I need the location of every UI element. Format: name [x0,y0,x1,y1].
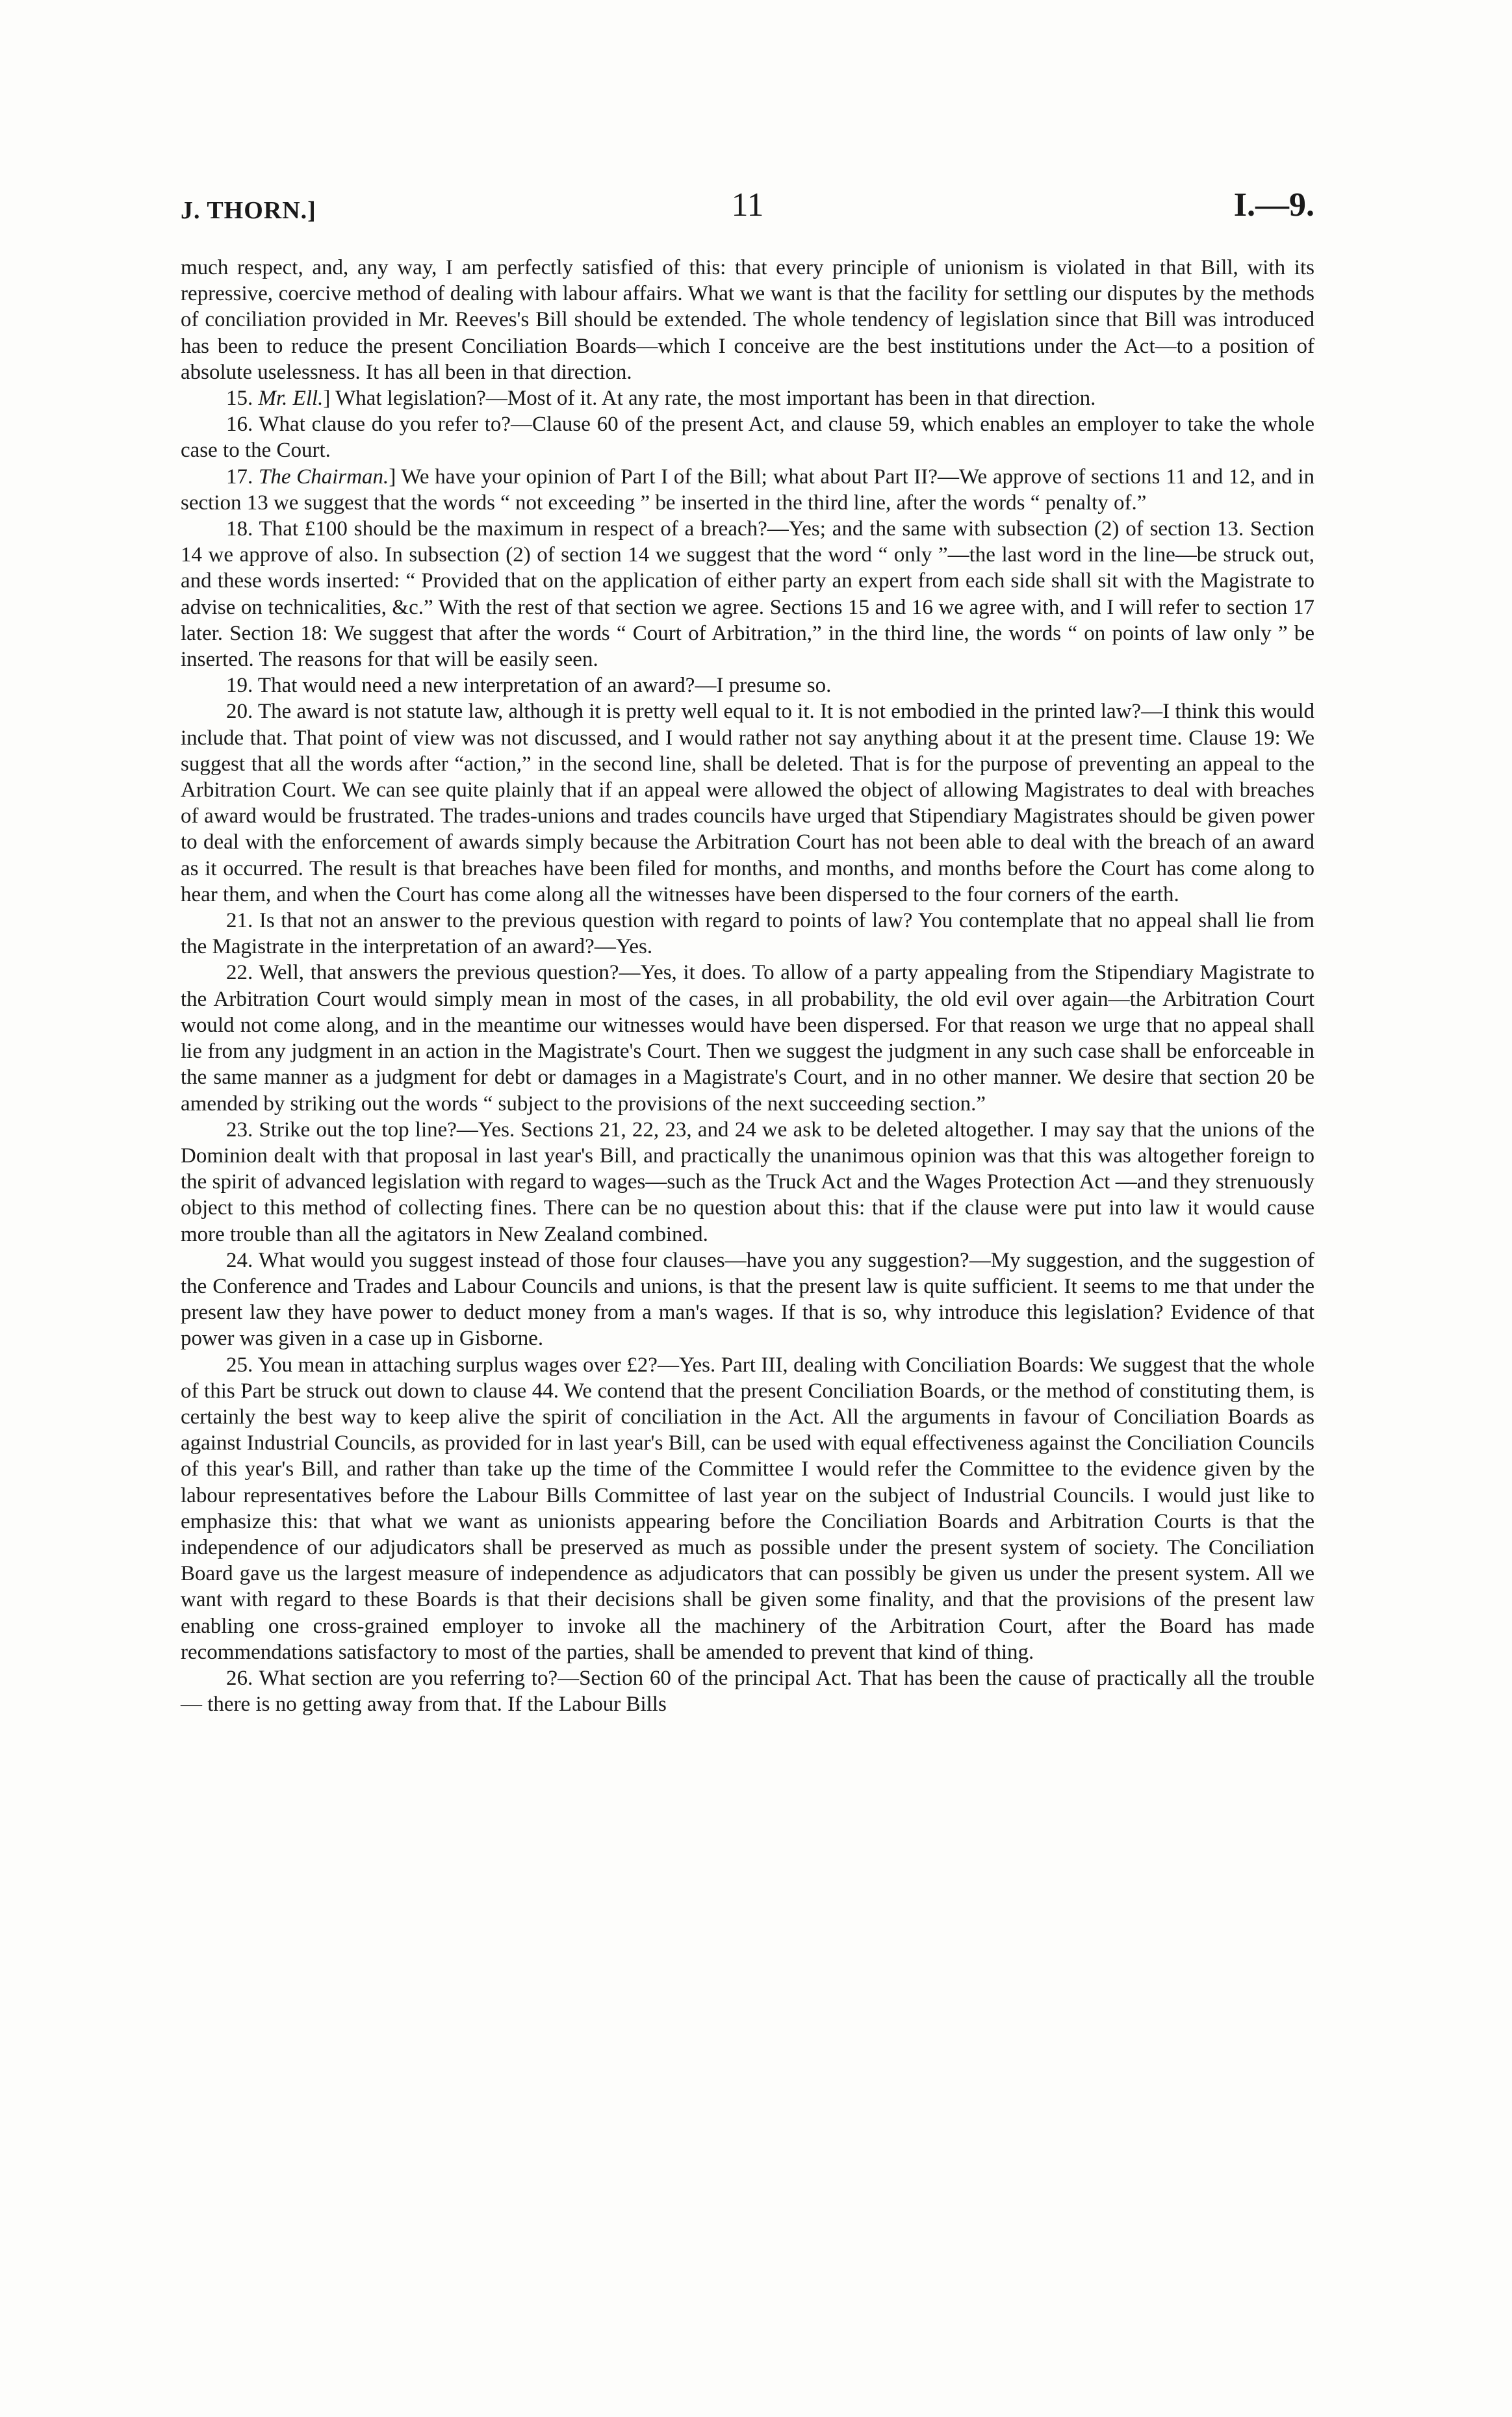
paragraph-text: What section are you referring to?—Section 60 of the principal Act. That has been the cause of practically all the trouble — there is no getting away from that. If the Labour Bills [181,1666,1315,1717]
document-reference: I.—9. [1233,186,1314,224]
question-number: 25. [226,1353,258,1377]
speaker-name: Mr. Ell. [258,387,324,411]
witness-name: J. THORN.] [181,197,316,224]
paragraph [181,255,1314,385]
paragraph-text: Well, that answers the previous question?—Yes, it does. To allow of a party appealing from the Stipendiary Magistrate to the Arbitration Court would simply mean in most of the cases, in all probability, the old evil over again—the Arbitration Court would not come along, and in the meantime our witnesses would have been dispersed. For that reason we urge that no appeal shall lie from any judgment in an action in the Magistrate's Court. Then we suggest the judgment in any such case shall be enforceable in the same manner as a judgment for debt or damages in a Magistrate's Court, and in no other manner. We desire that section 20 be amended by striking out the words “ subject to the provisions of the next succeeding section.” [181,961,1314,1116]
paragraph [181,1352,1314,1665]
paragraph-text: Strike out the top line?—Yes. Sections 21, 22, 23, and 24 we ask to be deleted altogether. I may say that the unions of the Dominion dealt with that proposal in last year's Bill, and practically the unanimous opinion was that this was altogether foreign to the spirit of advanced legislation with regard to wages—such as the Truck Act and the Wages Protection Act —and they strenuously object to this method of collecting fines. There can be no question about this: that if the clause were put into law it would cause more trouble than all the agitators in New Zealand combined. [181,1118,1315,1246]
question-number: 15. [226,387,259,411]
question-number: 24. [226,1248,259,1272]
paragraph-text: You mean in attaching surplus wages over £2?—Yes. Part III, dealing with Conciliation Boards: We suggest that the whole of this Part be struck out down to clause 44. We contend that the present Conciliation Boards, or the method of constituting them, is certainly the best way to keep alive the spirit of conciliation in the Act. All the arguments in favour of Conciliation Boards as against Industrial Councils, as provided for in last year's Bill, can be used with equal effectiveness against the Conciliation Councils of this year's Bill, and rather than take up the time of the Committee I would refer the Committee to the evidence given by the labour representatives before the Labour Bills Committee of last year on the subject of Industrial Councils. I would just like to emphasize this: that what we want as unionists appearing before the Conciliation Boards and Arbitration Courts is that the independence of our adjudicators shall be preserved as much as possible under the present system of society. The Conciliation Board gave us the largest measure of independence as adjudicators that can possibly be given us under the present system. All we want with regard to these Boards is that their decisions shall be given some finality, and that the provisions of the present law enabling one cross-grained employer to invoke all the machinery of the Arbitration Court, after the Board has made recommendations satisfactory to most of the parties, shall be amended to prevent that kind of thing. [181,1353,1314,1664]
paragraph-text: ] What legislation?—Most of it. At any rate, the most important has been in that direction. [323,387,1096,411]
paragraph [181,464,1314,516]
paragraph-text: What clause do you refer to?—Clause 60 of the present Act, and clause 59, which enables an employer to take the whole case to the Court. [181,413,1314,463]
paragraph [181,1665,1314,1717]
page-header [181,181,1314,226]
paragraph [181,1247,1314,1352]
paragraph-text: That would need a new interpretation of an award?—I presume so. [257,674,832,698]
paragraph [181,411,1314,463]
paragraph [181,698,1314,908]
paragraph [181,1117,1314,1247]
question-number: 23. [226,1118,259,1142]
page-number: 11 [731,186,764,224]
paragraph-text: much respect, and, any way, I am perfectly satisfied of this: that every principle of unionism is violated in that Bill, with its repressive, coercive method of dealing with labour affairs. What we want is that the facility for settling our disputes by the methods of conciliation provided in Mr. Reeves's Bill should be extended. The whole tendency of legislation since that Bill was introduced has been to reduce the present Conciliation Boards—which I conceive are the best institutions under the Act—to a position of absolute uselessness. It has all been in that direction. [181,256,1314,384]
paragraph-text: ] We have your opinion of Part I of the Bill; what about Part II?—We approve of sections 11 and 12, and in section 13 we suggest that the words “ not exceeding ” be inserted in the third line, after the words “ penalty of.” [181,465,1315,515]
paragraph-text: What would you suggest instead of those four clauses—have you any suggestion?—My suggestion, and the suggestion of the Conference and Trades and Labour Councils and unions, is that the present law is quite sufficient. It seems to me that under the present law they have power to deduct money from a man's wages. If that is so, why introduce this legislation? Evidence of that power was given in a case up in Gisborne. [181,1248,1315,1351]
paragraph [181,908,1314,960]
question-number: 17. [226,465,259,489]
question-number: 16. [226,413,259,437]
speaker-name: The Chairman. [258,465,389,489]
paragraph [181,672,1314,698]
body-text [181,255,1314,1717]
question-number: 18. [226,517,259,541]
question-number: 20. [226,700,258,724]
paragraph-text: Is that not an answer to the previous question with regard to points of law? You contemplate that no appeal shall lie from the Magistrate in the interpretation of an award?—Yes. [181,909,1315,959]
question-number: 21. [226,909,259,933]
paragraph [181,385,1314,411]
paragraph-text: That £100 should be the maximum in respect of a breach?—Yes; and the same with subsection (2) of section 13. Section 14 we approve of also. In subsection (2) of section 14 we suggest that the word “ only ”—the last word in the line—be struck out, and these words inserted: “ Provided that on the application of either party an expert from each side shall sit with the Magistrate to advise on technicalities, &c.” With the rest of that section we agree. Sections 15 and 16 we agree with, and I will refer to section 17 later. Section 18: We suggest that after the words “ Court of Arbitration,” in the third line, the words “ on points of law only ” be inserted. The reasons for that will be easily seen. [181,517,1315,672]
question-number: 26. [226,1666,259,1690]
paragraph-text: The award is not statute law, although it is pretty well equal to it. It is not embodied in the printed law?—I think this would include that. That point of view was not discussed, and I would rather not say anything about it at the present time. Clause 19: We suggest that all the words after “action,” in the second line, shall be deleted. That is for the purpose of preventing an appeal to the Arbitration Court. We can see quite plainly that if an appeal were allowed the object of allowing Magistrates to deal with breaches of award would be frustrated. The trades-unions and trades councils have urged that Stipendiary Magistrates should be given power to deal with the enforcement of awards simply because the Arbitration Court has not been able to deal with the breach of an award as it occurred. The result is that breaches have been filed for months, and months, and months before the Court has come along to hear them, and when the Court has come along all the witnesses have been dispersed to the four corners of the earth. [181,700,1315,906]
question-number: 19. [226,674,258,698]
question-number: 22. [226,961,259,985]
paragraph [181,960,1314,1116]
paragraph [181,516,1314,672]
